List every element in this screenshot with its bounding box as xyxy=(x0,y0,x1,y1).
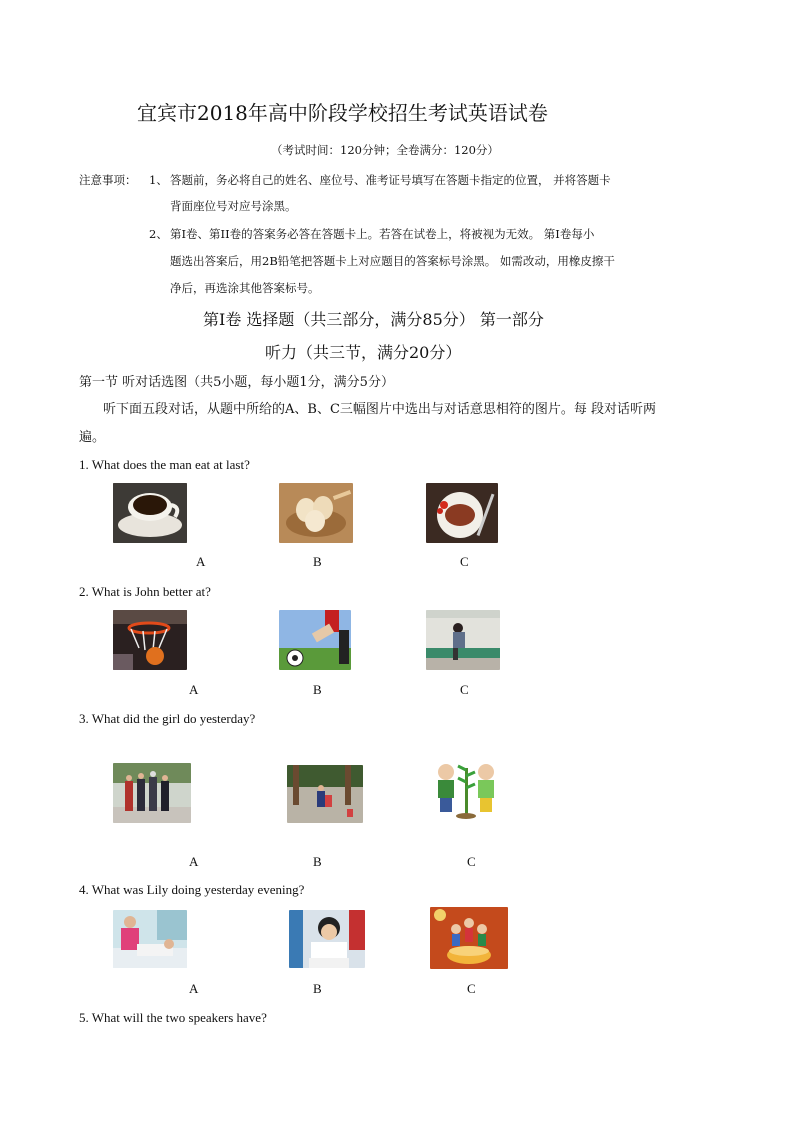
street-cleaning-icon xyxy=(287,765,363,823)
instruction-line-2: 遍。 xyxy=(79,430,106,445)
note-2-line3: 净后，再选涂其他答案标号。 xyxy=(170,281,320,295)
hospital-care-icon xyxy=(113,910,187,968)
tree-planting-icon xyxy=(426,760,506,823)
note-1-number: 1、 xyxy=(149,173,168,187)
part-subheading: 听力（共三节，满分20分） xyxy=(265,343,462,362)
q3-option-b-label: B xyxy=(313,854,322,869)
page-title: 宜宾市2018年高中阶段学校招生考试英语试卷 xyxy=(137,101,548,125)
studying-icon xyxy=(289,910,365,968)
question-4-text: 4. What was Lily doing yesterday evening? xyxy=(79,882,305,897)
note-2-number: 2、 xyxy=(149,227,168,241)
question-3-text: 3. What did the girl do yesterday? xyxy=(79,711,256,726)
q2-option-b-label: B xyxy=(313,682,322,697)
family-dinner-icon xyxy=(430,907,508,969)
football-icon xyxy=(279,610,351,670)
basketball-icon xyxy=(113,610,187,670)
instruction-line-1: 听下面五段对话，从题中所给的A、B、C三幅图片中选出与对话意思相符的图片。每 段对话听两 xyxy=(103,402,657,417)
q2-option-a-label: A xyxy=(189,682,199,697)
note-2-line1: 第I卷、第II卷的答案务必答在答题卡上。若答在试卷上，将被视为无效。 第I卷每小 xyxy=(170,227,595,241)
question-1-text: 1. What does the man eat at last? xyxy=(79,457,250,472)
part-heading: 第I卷 选择题（共三部分，满分85分） 第一部分 xyxy=(203,310,544,329)
note-2-line2: 题选出答案后，用2B铅笔把答题卡上对应题目的答案标号涂黑。 如需改动，用橡皮擦干 xyxy=(170,254,615,268)
question-2-text: 2. What is John better at? xyxy=(79,584,211,599)
family-walk-icon xyxy=(113,763,191,823)
notes-heading: 注意事项： xyxy=(79,173,137,187)
q1-option-c-label: C xyxy=(460,554,469,569)
q3-option-c-label: C xyxy=(467,854,476,869)
q2-option-c-label: C xyxy=(460,682,469,697)
q3-option-a-label: A xyxy=(189,854,199,869)
question-5-text: 5. What will the two speakers have? xyxy=(79,1010,267,1025)
coffee-cup-icon xyxy=(113,483,187,543)
q1-option-a-label: A xyxy=(196,554,206,569)
note-1-line1: 答题前，务必将自己的姓名、座位号、准考证号填写在答题卡指定的位置， 并将答题卡 xyxy=(170,173,611,187)
section-heading: 第一节 听对话选图（共5小题，每小题1分，满分5分） xyxy=(79,375,394,390)
steak-icon xyxy=(426,483,498,543)
q4-option-c-label: C xyxy=(467,981,476,996)
eggs-icon xyxy=(279,483,353,543)
exam-duration-note: （考试时间：120分钟；全卷满分：120分） xyxy=(271,143,499,157)
q1-option-b-label: B xyxy=(313,554,322,569)
q4-option-a-label: A xyxy=(189,981,199,996)
note-1-line2: 背面座位号对应号涂黑。 xyxy=(170,199,297,213)
q4-option-b-label: B xyxy=(313,981,322,996)
table-tennis-icon xyxy=(426,610,500,670)
